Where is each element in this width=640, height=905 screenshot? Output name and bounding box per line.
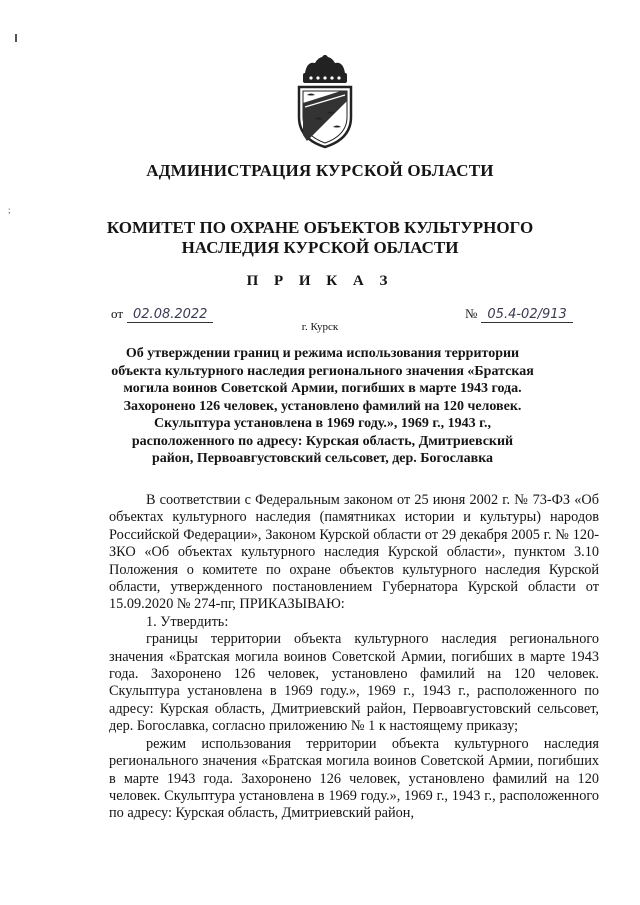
order-subject: Об утверждении границ и режима использования территории объекта культурного наследия регионального значения «Братская могила воинов Советской Армии, погибших в марте 1943 года. Захоронено 126 человек, установлено фамилий на 120 человек. Скульптура установлена в 1969 году.», 1969 г., 1943 г., расположенного по адресу: Курская область, Дмитриевский район, Первоавгустовский сельсовет, дер. Богославка (111, 346, 534, 466)
item-1-heading: 1. Утвердить: (146, 613, 229, 630)
handwritten-number: 05.4-02/913 (481, 307, 572, 323)
order-body (109, 492, 599, 823)
usage-regime-paragraph: режим использования территории объекта культурного наследия регионального значения «Братская могила воинов Советской Армии, погибших в марте 1943 года. Захоронено 126 человек, установлено фамилий на 120 человек. Скульптура установлена в 1969 году.», 1969 г., 1943 г., расположенного по адресу: Курская область, Дмитриевский район, (109, 735, 599, 822)
number-prefix: № (465, 306, 478, 321)
handwritten-date: 02.08.2022 (127, 307, 213, 323)
administration-heading: АДМИНИСТРАЦИЯ КУРСКОЙ ОБЛАСТИ (146, 161, 494, 180)
boundaries-paragraph: границы территории объекта культурного наследия регионального значения «Братская могила воинов Советской Армии, погибших в марте 1943 года. Захоронено 126 человек, установлено фамилий на 120 человек. Скульптура установлена в 1969 году.», 1969 г., 1943 г., расположенного по адресу: Курская область, Дмитриевский район, Первоавгустовский сельсовет, дер. Богославка, согласно приложению № 1 к настоящему приказу; (109, 631, 599, 735)
preamble-paragraph: В соответствии с Федеральным законом от 25 июня 2002 г. № 73-ФЗ «Об объектах культурного наследия (памятниках истории и культуры) народов Российской Федерации», Законом Курской области от 29 декабря 2005 г. № 120-ЗКО «Об объектах культурного наследия Курской области», пунктом 3.10 Положения о комитете по охране объектов культурного наследия Курской области, утвержденного постановлением Губернатора Курской области от 15.09.2020 № 274-пг, ПРИКАЗЫВАЮ: (109, 492, 599, 613)
kursk-coat-of-arms-icon (293, 55, 357, 149)
scan-mark (15, 34, 17, 42)
committee-heading (90, 218, 550, 258)
committee-heading-text: КОМИТЕТ ПО ОХРАНЕ ОБЪЕКТОВ КУЛЬТУРНОГО НАСЛЕДИЯ КУРСКОЙ ОБЛАСТИ (106, 218, 534, 257)
margin-mark: ; (8, 205, 11, 215)
document-type-title: П Р И К А З (246, 273, 394, 289)
date-prefix: от (111, 306, 124, 321)
city-label: г. Курск (301, 321, 339, 333)
